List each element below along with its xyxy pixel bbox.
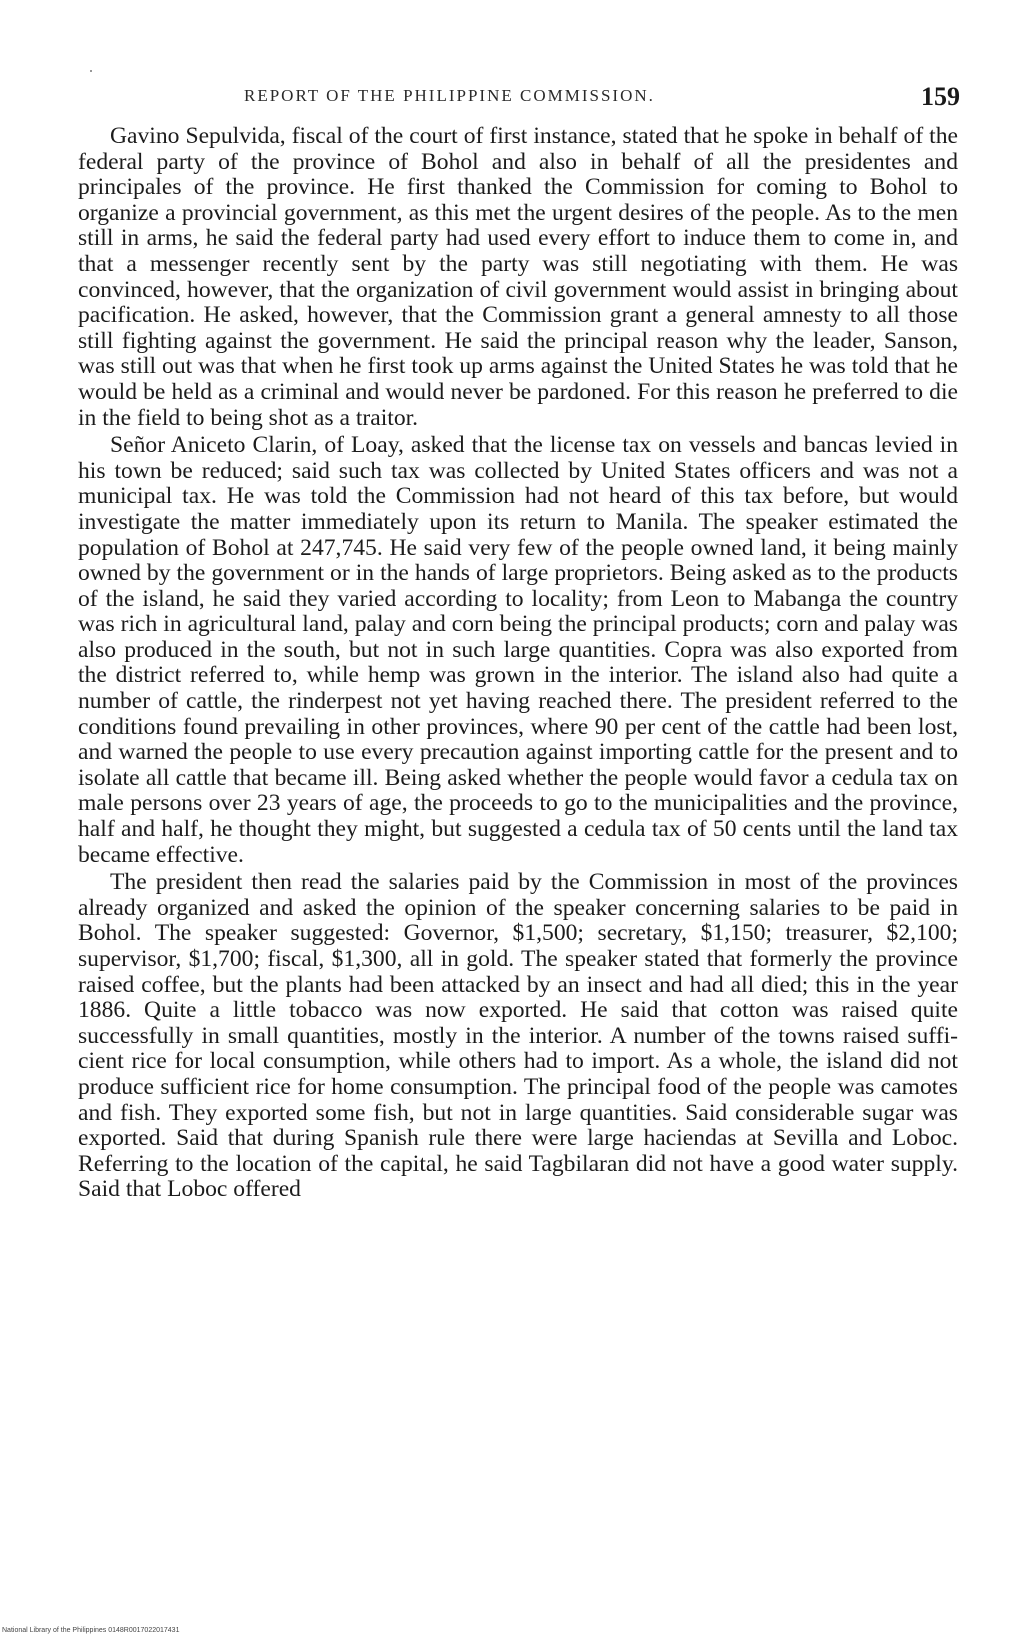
paragraph-sepulvida: Gavino Sepulvida, fiscal of the court of first instance, stated that he spoke in behalf of the federal party of the province of Bohol and also in behalf of all the presidentes and principales of the province. He first thanked the Commission for coming to Bohol to organize a provincial government, as this met the urgent desires of the people. As to the men still in arms, he said the federal party had used every effort to induce them to come in, and that a messenger recently sent by the party was still negotiating with them. He was convinced, however, that the organization of civil government would assist in bringing about pacification. He asked, however, that the Commission grant a general amnesty to all those still fighting against the government. He said the principal reason why the leader, Sanson, was still out was that when he first took up arms against the United States he was told that he would be held as a criminal and would never be pardoned. For this reason he preferred to die in the field to being shot as a traitor. — [78, 123, 958, 431]
body-text — [78, 124, 958, 1205]
running-header — [244, 82, 960, 112]
paragraph-clarin: Señor Aniceto Clarin, of Loay, asked that the license tax on vessels and bancas levied in his town be reduced; said such tax was collected by United States officers and was not a municipal tax. He was told the Commission had not heard of this tax before, but would investigate the matter immediately upon its return to Manila. The speaker estimated the population of Bohol at 247,745. He said very few of the people owned land, it being mainly owned by the government or in the hands of large proprietors. Being asked as to the products of the island, he said they varied according to locality; from Leon to Mabanga the country was rich in agricultural land, palay and corn being the principal products; corn and palay was also produced in the south, but not in such large quantities. Copra was also exported from the district referred to, while hemp was grown in the interior. The island also had quite a number of cattle, the rinderpest not yet having reached there. The president referred to the conditions found prevailing in other provinces, where 90 per cent of the cattle had been lost, and warned the people to use every precaution against importing cattle for the present and to isolate all cattle that became ill. Being asked whether the people would favor a cedula tax on male persons over 23 years of age, the proceeds to go to the municipalities and the province, half and half, he thought they might, but suggested a cedula tax of 50 cents until the land tax became effective. — [78, 432, 958, 868]
library-watermark: National Library of the Philippines 0148R0017022017431 — [2, 1627, 180, 1634]
running-title: REPORT OF THE PHILIPPINE COMMISSION. — [244, 86, 655, 105]
page-number: 159 — [921, 82, 960, 111]
scan-speck — [90, 70, 92, 72]
paragraph-salaries: The president then read the salaries paid by the Commission in most of the provinces already organized and asked the opinion of the speaker concerning salaries to be paid in Bohol. The speaker suggested: Governor, $1,500; secretary, $1,150; treasurer, $2,100; supervisor, $1,700; fiscal, $1,300, all in gold. The speaker stated that formerly the province raised coffee, but the plants had been attacked by an insect and had all died; this in the year 1886. Quite a little tobacco was now exported. He said that cotton was raised quite successfully in small quantities, mostly in the interior. A number of the towns raised sufficient rice for local consumption, while others had to import. As a whole, the island did not produce sufficient rice for home consumption. The principal food of the people was camotes and fish. They exported some fish, but not in large quantities. Said considerable sugar was exported. Said that during Spanish rule there were large haciendas at Sevilla and Loboc. Referring to the location of the capital, he said Tagbilaran did not have a good water supply. Said that Loboc offered — [78, 869, 958, 1203]
